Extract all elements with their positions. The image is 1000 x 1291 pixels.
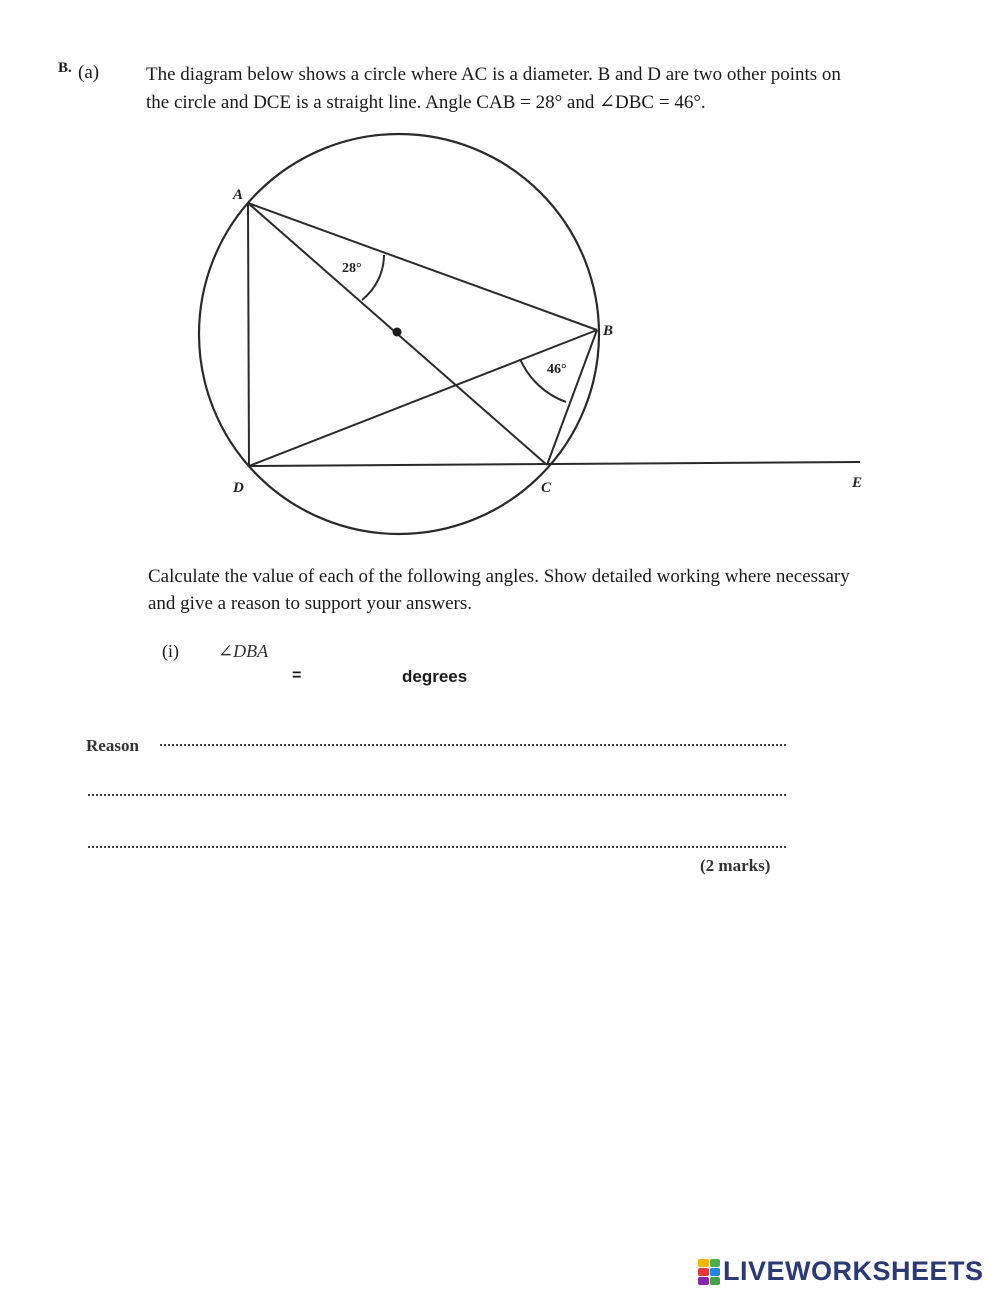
answer-input[interactable] [312, 664, 394, 688]
instructions [148, 563, 850, 617]
point-label-c: C [541, 480, 552, 496]
instruction-line-1: Calculate the value of each of the following angles. Show detailed working where necessary [148, 566, 850, 587]
angle-arc-cab [362, 255, 384, 300]
angle-label-cab: 28° [342, 261, 362, 276]
reason-line-1[interactable] [160, 744, 786, 746]
intro-line-1: The diagram below shows a circle where AC is a diameter. B and D are two other points on [146, 64, 841, 85]
liveworksheets-logo [698, 1256, 984, 1287]
circle-diagram [0, 0, 1000, 560]
equals-sign: = [292, 667, 302, 684]
logo-block-6 [710, 1277, 721, 1285]
instruction-line-2: and give a reason to support your answers. [148, 593, 472, 614]
logo-block-5 [698, 1277, 709, 1285]
logo-block-1 [698, 1259, 709, 1267]
question-letter: B. [58, 60, 72, 76]
logo-block-2 [710, 1259, 721, 1267]
line-dce [249, 462, 860, 466]
question-part: (a) [78, 62, 100, 83]
subquestion-number: (i) [162, 641, 179, 661]
point-label-a: A [233, 187, 244, 203]
point-label-b: B [603, 323, 614, 339]
point-label-d: D [233, 480, 244, 496]
line-ad [248, 203, 249, 466]
line-ab [248, 203, 597, 330]
logo-icon [698, 1259, 720, 1285]
angle-label-dbc: 46° [547, 362, 567, 377]
logo-block-4 [710, 1268, 721, 1276]
logo-block-3 [698, 1268, 709, 1276]
intro-line-2: the circle and DCE is a straight line. Angle CAB = 28° and ∠DBC = 46°. [146, 92, 706, 113]
degrees-unit: degrees [402, 667, 468, 686]
point-label-e: E [852, 475, 863, 491]
reason-line-2[interactable] [88, 794, 786, 796]
logo-text: LIVEWORKSHEETS [723, 1256, 984, 1286]
reason-line-3[interactable] [88, 846, 786, 848]
reason-label: Reason [86, 736, 139, 755]
circle-centre [393, 328, 402, 337]
line-db [249, 330, 597, 466]
subquestion-angle: ∠DBA [218, 641, 269, 661]
marks-label: (2 marks) [700, 856, 771, 875]
